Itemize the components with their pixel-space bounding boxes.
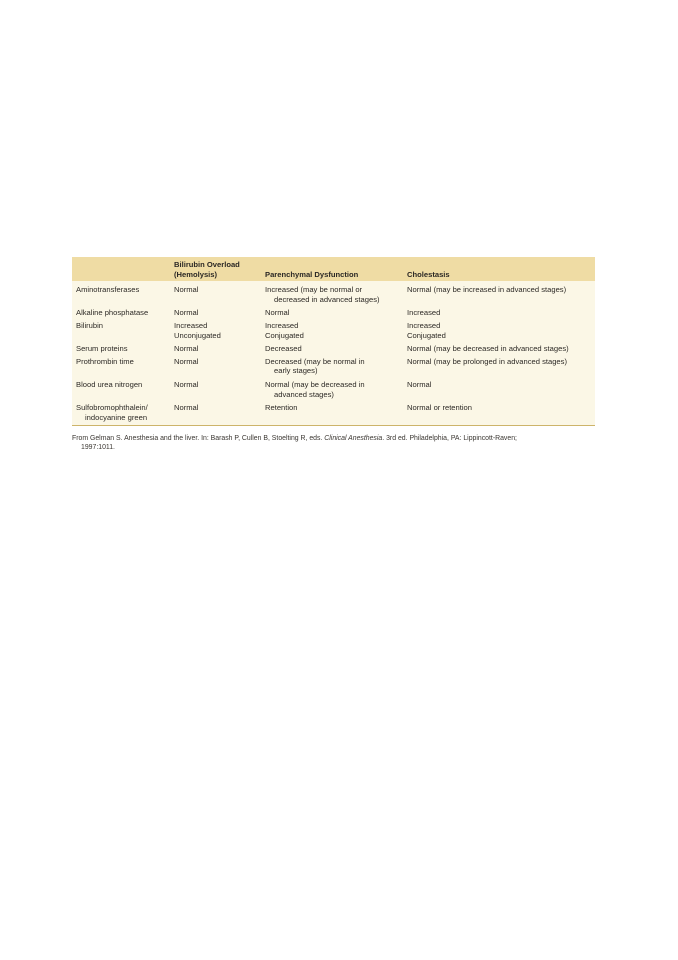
cell-line: Normal	[174, 308, 199, 318]
cell-test	[72, 281, 170, 307]
cell-parenchymal	[261, 319, 403, 342]
cell-line: Increased	[407, 308, 441, 318]
cell-line: Decreased (may be normal in	[265, 356, 365, 366]
cell-line: Serum proteins	[76, 344, 128, 354]
column-header-line: Cholestasis	[407, 269, 450, 279]
cell-parenchymal	[261, 402, 403, 425]
table-row	[72, 307, 595, 320]
table-body	[72, 281, 595, 425]
cell-hemolysis	[170, 307, 261, 320]
cell-parenchymal	[261, 355, 403, 378]
source-note-suffix: . 3rd ed. Philadelphia, PA: Lippincott-Raven;	[382, 435, 517, 442]
table-row	[72, 281, 595, 307]
cell-line: Increased	[174, 320, 208, 330]
cell-cholestasis	[403, 343, 595, 356]
data-table	[72, 257, 595, 425]
cell-cholestasis	[403, 378, 595, 401]
column-header-2	[170, 257, 261, 281]
cell-line: Prothrombin time	[76, 356, 134, 366]
cell-test	[72, 307, 170, 320]
cell-line: Normal	[407, 379, 432, 389]
cell-line: indocyanine green	[85, 412, 148, 422]
cell-parenchymal	[261, 343, 403, 356]
cell-line: Conjugated	[265, 330, 304, 340]
source-note-continuation: 1997:1011.	[81, 444, 115, 451]
cell-cholestasis	[403, 402, 595, 425]
cell-line: Normal or retention	[407, 403, 472, 413]
cell-cholestasis	[403, 319, 595, 342]
column-header-4	[403, 257, 595, 281]
cell-line: Normal	[174, 403, 199, 413]
column-header-line: Parenchymal Dysfunction	[265, 269, 359, 279]
table-bottom-rule	[72, 425, 595, 426]
cell-line: Normal (may be decreased in	[265, 379, 365, 389]
cell-hemolysis	[170, 378, 261, 401]
source-note-prefix: From Gelman S. Anesthesia and the liver. In: Barash P, Cullen B, Stoelting R, eds.	[72, 435, 325, 442]
cell-line: Sulfobromophthalein/	[76, 403, 148, 413]
cell-parenchymal	[261, 307, 403, 320]
cell-line: Increased	[407, 320, 441, 330]
table-row	[72, 402, 595, 425]
cell-line: Blood urea nitrogen	[76, 379, 143, 389]
cell-line: Normal (may be decreased in advanced stages)	[407, 344, 569, 354]
column-header-line: (Hemolysis)	[174, 269, 218, 279]
cell-test	[72, 319, 170, 342]
cell-line: Normal	[265, 308, 290, 318]
cell-line: decreased in advanced stages)	[274, 294, 380, 304]
cell-line: advanced stages)	[274, 389, 334, 399]
cell-line: Normal (may be prolonged in advanced stages)	[407, 356, 567, 366]
source-note	[72, 434, 602, 452]
cell-hemolysis	[170, 319, 261, 342]
table-header	[72, 257, 595, 281]
cell-line: Normal	[174, 285, 199, 295]
cell-hemolysis	[170, 281, 261, 307]
source-note-title: Clinical Anesthesia	[324, 435, 383, 442]
column-header-line: Bilirubin Overload	[174, 260, 240, 269]
cell-line: Normal	[174, 344, 199, 354]
cell-test	[72, 355, 170, 378]
column-header-3	[261, 257, 403, 281]
cell-cholestasis	[403, 307, 595, 320]
cell-test	[72, 343, 170, 356]
cell-cholestasis	[403, 281, 595, 307]
table-row	[72, 343, 595, 356]
liver-function-table	[72, 257, 595, 426]
cell-line: Increased (may be normal or	[265, 285, 363, 295]
cell-line: Unconjugated	[174, 330, 221, 340]
cell-test	[72, 402, 170, 425]
cell-hemolysis	[170, 343, 261, 356]
cell-line: Bilirubin	[76, 320, 104, 330]
cell-line: Normal	[174, 356, 199, 366]
cell-line: Retention	[265, 403, 298, 413]
cell-line: Increased	[265, 320, 299, 330]
table-row	[72, 355, 595, 378]
table-row	[72, 378, 595, 401]
cell-line: Conjugated	[407, 330, 446, 340]
cell-parenchymal	[261, 281, 403, 307]
cell-line: Normal	[174, 379, 199, 389]
cell-line: Aminotransferases	[76, 285, 140, 295]
cell-cholestasis	[403, 355, 595, 378]
cell-hemolysis	[170, 402, 261, 425]
cell-hemolysis	[170, 355, 261, 378]
cell-parenchymal	[261, 378, 403, 401]
cell-test	[72, 378, 170, 401]
cell-line: Decreased	[265, 344, 302, 354]
header-row	[72, 257, 595, 281]
cell-line: early stages)	[274, 366, 318, 376]
cell-line: Alkaline phosphatase	[76, 308, 149, 318]
table-row	[72, 319, 595, 342]
cell-line: Normal (may be increased in advanced stages)	[407, 285, 567, 295]
column-header-1	[72, 257, 170, 281]
